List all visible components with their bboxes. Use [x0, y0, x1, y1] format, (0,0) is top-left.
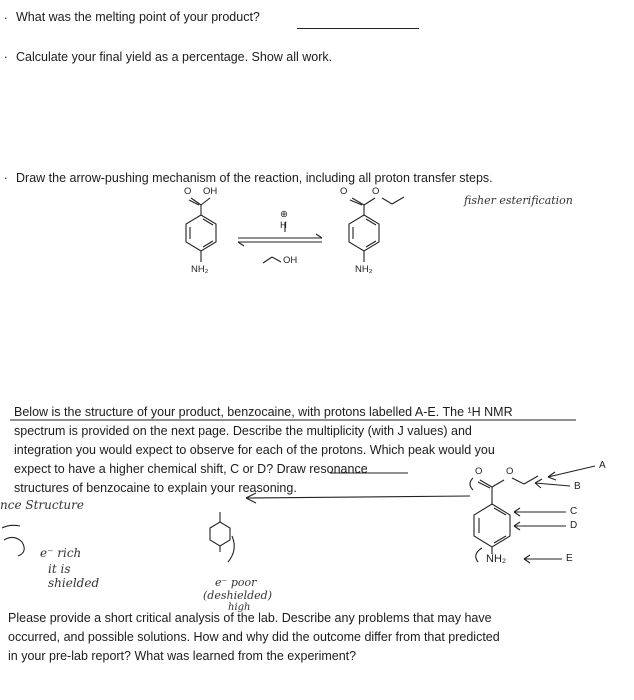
handwritten-epoor-note: e⁻ poor	[215, 576, 257, 589]
proton-e-label: E	[566, 553, 573, 564]
reagent-h-label: H	[280, 220, 287, 231]
handwritten-erich-note: e⁻ rich	[40, 546, 82, 560]
handwritten-resonance-note: nce Structure	[0, 498, 84, 512]
benzocaine-o2-label: O	[506, 466, 514, 477]
product-o2-label: O	[372, 186, 380, 197]
question-2-bullet: .	[4, 47, 8, 61]
analysis-paragraph	[8, 609, 618, 666]
analysis-line-2: occurred, and possible solutions. How and why did the outcome differ from that predicted	[8, 630, 500, 644]
question-1-bullet: .	[4, 8, 8, 22]
nmr-line-1: Below is the structure of your product, benzocaine, with protons labelled A-E. The ¹H NMR	[14, 405, 513, 419]
handwritten-fisher-note: fisher esterification	[464, 194, 573, 207]
question-3-text: Draw the arrow-pushing mechanism of the reaction, including all proton transfer steps.	[16, 171, 493, 185]
analysis-line-1: Please provide a short critical analysis of the lab. Describe any problems that may have	[8, 611, 492, 625]
question-2-text: Calculate your final yield as a percentage. Show all work.	[16, 50, 333, 64]
benzocaine-o1-label: O	[475, 466, 483, 477]
proton-c-label: C	[570, 506, 578, 517]
product-nh2-label: NH₂	[355, 264, 373, 275]
proton-d-label: D	[570, 520, 578, 531]
handwritten-high-note: high	[228, 602, 251, 613]
product-o1-label: O	[340, 186, 348, 197]
reagent-oh-label: OH	[283, 255, 298, 266]
nmr-line-4: expect to have a higher chemical shift, C or D? Draw resonance	[14, 462, 368, 476]
nmr-line-5: structures of benzocaine to explain your reasoning.	[14, 481, 297, 495]
reactant-nh2-label: NH₂	[191, 264, 209, 275]
nmr-paragraph	[14, 403, 604, 498]
analysis-line-3: in your pre-lab report? What was learned from the experiment?	[8, 649, 357, 663]
proton-a-label: A	[599, 460, 606, 471]
handwritten-deshielded-note: (deshielded)	[203, 589, 273, 602]
nmr-line-3: integration you would expect to observe for each of the protons. Which peak would you	[14, 443, 495, 457]
reactant-o-label: O	[184, 186, 192, 197]
handwritten-shielded-note: shielded	[48, 576, 100, 590]
handwritten-itis-note: it is	[48, 562, 71, 576]
question-3-bullet: .	[4, 168, 8, 182]
question-1-text: What was the melting point of your product?	[16, 10, 260, 24]
benzocaine-nh2-label: NH₂	[486, 553, 507, 565]
reagent-plus-label: ⊕	[280, 209, 288, 220]
nmr-line-2: spectrum is provided on the next page. Describe the multiplicity (with J values) and	[14, 424, 472, 438]
reactant-oh-label: OH	[203, 186, 218, 197]
proton-b-label: B	[574, 481, 581, 492]
